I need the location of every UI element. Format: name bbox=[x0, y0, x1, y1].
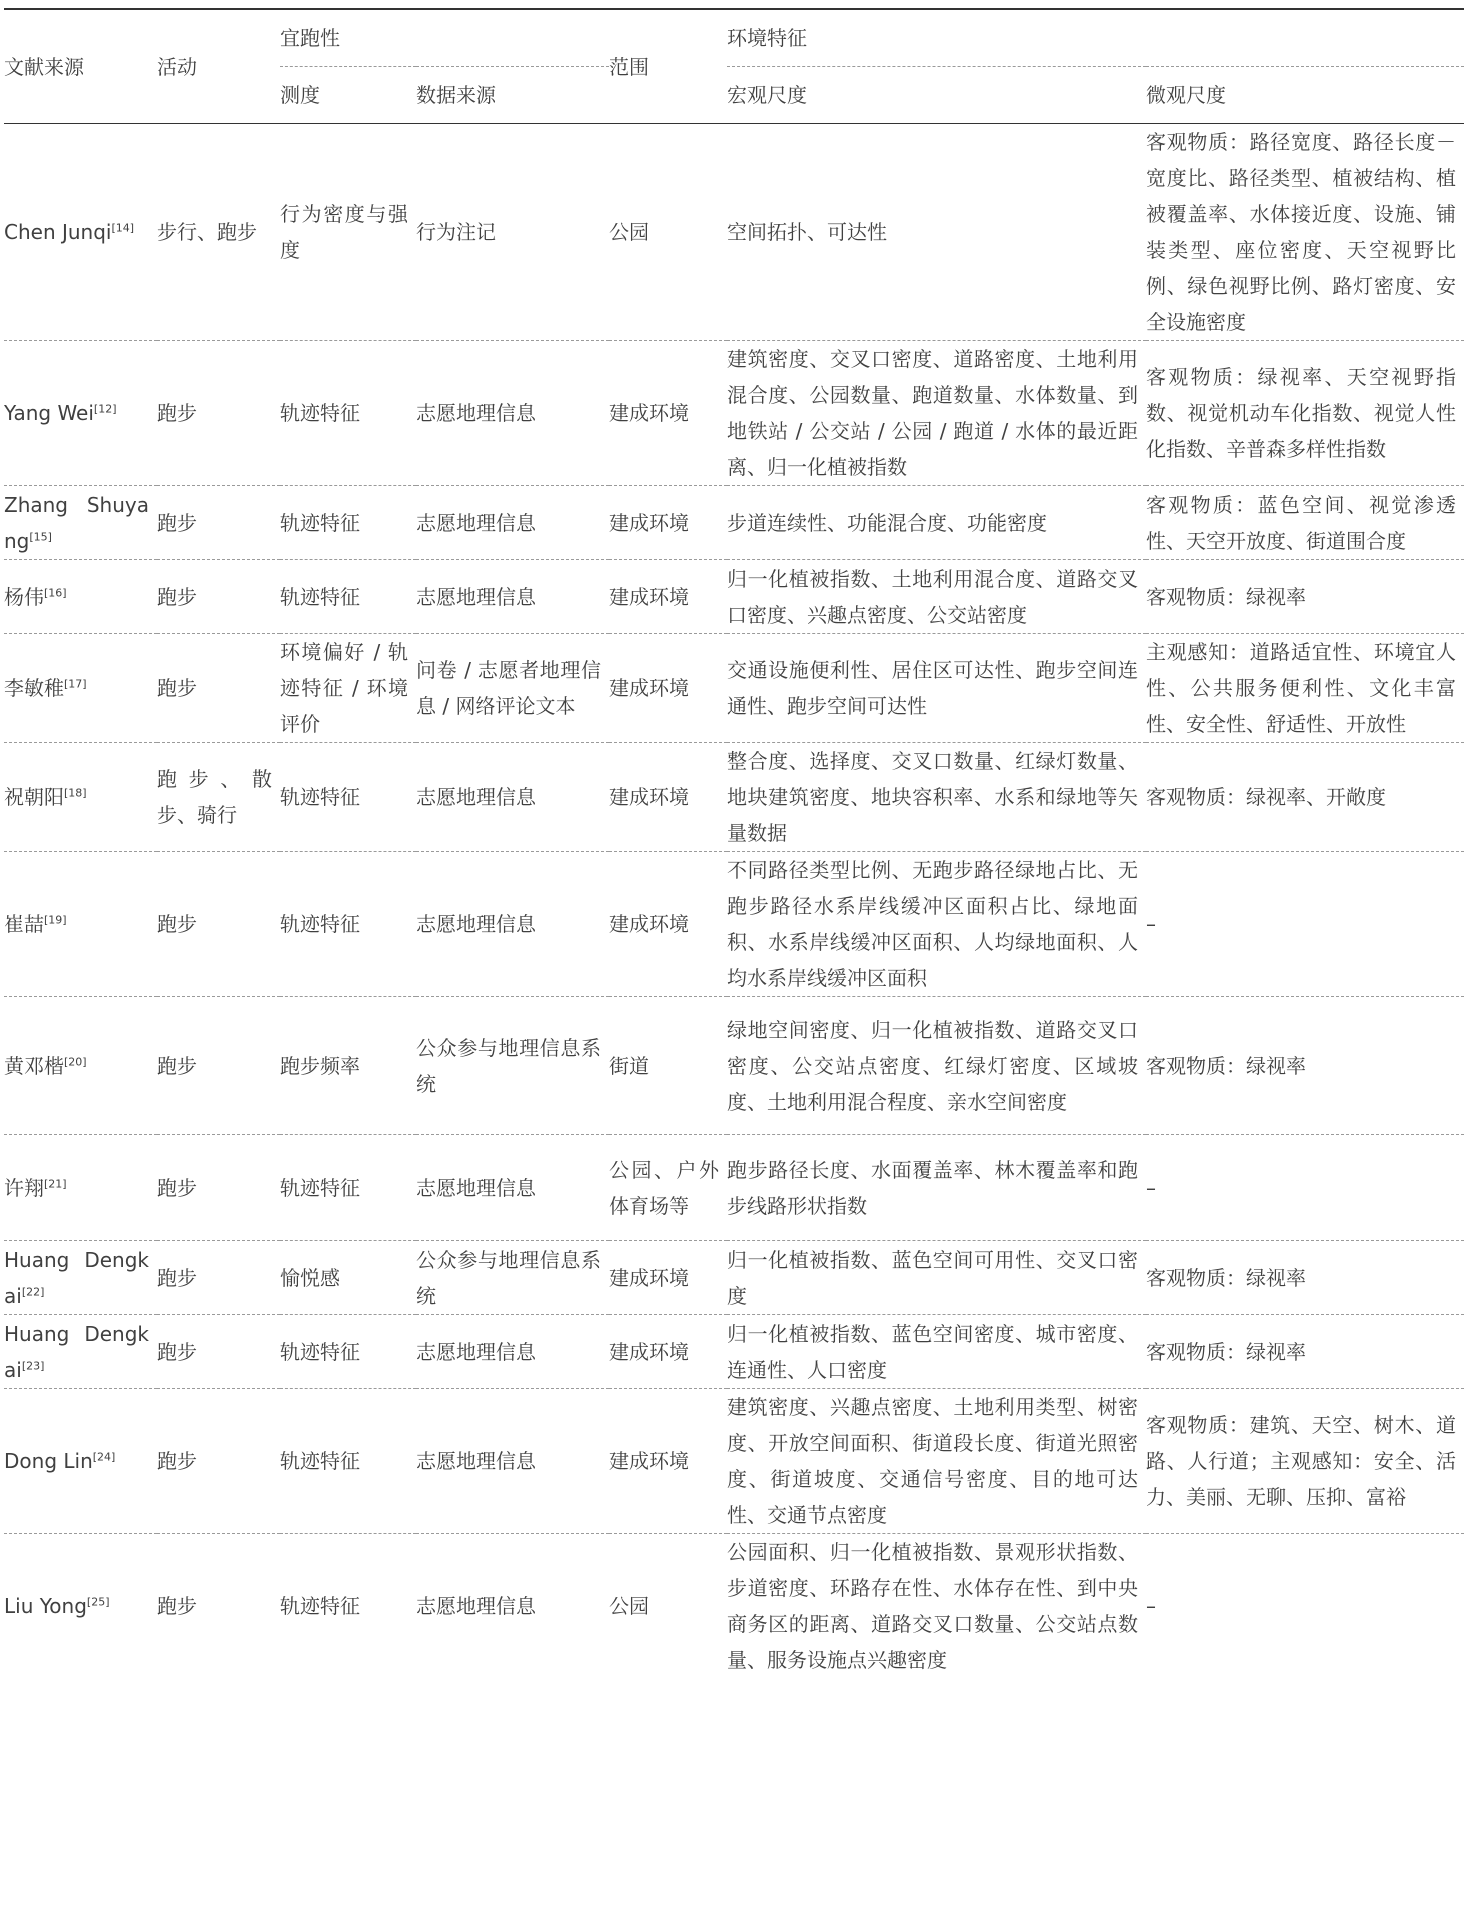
row-source-text: 黄邓楷 bbox=[4, 1053, 64, 1078]
row-macro-text: 建筑密度、交叉口密度、道路密度、土地利用混合度、公园数量、跑道数量、水体数量、到地铁站 / 公交站 / 公园 / 跑道 / 水体的最近距离、归一化植被指数 bbox=[727, 347, 1138, 479]
row-micro-text: – bbox=[1146, 912, 1156, 936]
row-data-source-text: 行为注记 bbox=[416, 220, 496, 244]
row-activity-text: 跑步 bbox=[157, 1053, 197, 1078]
row-activity-text: 跑步 bbox=[157, 1594, 197, 1618]
header-env-features: 环境特征 bbox=[727, 9, 1464, 67]
row-source-text: 杨伟 bbox=[4, 584, 44, 609]
row-macro-text: 跑步路径长度、水面覆盖率、林木覆盖率和跑步线路形状指数 bbox=[727, 1157, 1138, 1218]
row-micro-text: – bbox=[1146, 1594, 1156, 1618]
row-source bbox=[4, 560, 157, 634]
row-macro-text: 交通设施便利性、居住区可达性、跑步空间连通性、跑步空间可达性 bbox=[727, 658, 1138, 718]
row-data-source bbox=[416, 486, 609, 560]
row-micro-text: 客观物质：绿视率 bbox=[1146, 1265, 1306, 1290]
reference-number: [16] bbox=[44, 585, 67, 599]
row-micro bbox=[1146, 341, 1464, 486]
row-micro bbox=[1146, 634, 1464, 743]
table-row bbox=[4, 634, 1464, 743]
row-source bbox=[4, 341, 157, 486]
row-source-text: Liu Yong bbox=[4, 1594, 87, 1618]
row-source bbox=[4, 997, 157, 1135]
row-macro bbox=[727, 341, 1146, 486]
reference-number: [22] bbox=[21, 1284, 45, 1298]
row-macro-text: 空间拓扑、可达性 bbox=[727, 220, 887, 244]
row-data-source bbox=[416, 1135, 609, 1241]
row-scope-text: 建成环境 bbox=[609, 1449, 689, 1473]
row-micro bbox=[1146, 997, 1464, 1135]
row-source bbox=[4, 124, 157, 341]
row-source bbox=[4, 852, 157, 997]
row-scope bbox=[609, 743, 727, 852]
table-row bbox=[4, 743, 1464, 852]
reference-number: [21] bbox=[44, 1176, 67, 1190]
reference-number: [24] bbox=[92, 1450, 116, 1464]
row-data-source-text: 志愿地理信息 bbox=[416, 1339, 536, 1364]
row-data-source bbox=[416, 1534, 609, 1679]
table-header bbox=[4, 9, 1464, 124]
row-macro bbox=[727, 634, 1146, 743]
row-source bbox=[4, 1389, 157, 1534]
row-data-source-text: 志愿地理信息 bbox=[416, 401, 536, 425]
row-activity bbox=[157, 1534, 280, 1679]
table-row bbox=[4, 1135, 1464, 1241]
row-activity bbox=[157, 341, 280, 486]
row-macro-text: 整合度、选择度、交叉口数量、红绿灯数量、地块建筑密度、地块容积率、水系和绿地等矢量数据 bbox=[727, 749, 1138, 845]
table-row bbox=[4, 560, 1464, 634]
header-measure: 测度 bbox=[280, 83, 320, 107]
row-scope-text: 建成环境 bbox=[609, 584, 689, 609]
row-macro-text: 归一化植被指数、土地利用混合度、道路交叉口密度、兴趣点密度、公交站密度 bbox=[727, 566, 1138, 627]
row-data-source-text: 志愿地理信息 bbox=[416, 1175, 536, 1200]
row-measure bbox=[280, 560, 416, 634]
row-activity-text: 跑步 bbox=[157, 401, 197, 425]
row-scope bbox=[609, 997, 727, 1135]
table-row bbox=[4, 1315, 1464, 1389]
row-data-source-text: 志愿地理信息 bbox=[416, 912, 536, 936]
row-macro bbox=[727, 1389, 1146, 1534]
row-activity bbox=[157, 1135, 280, 1241]
row-micro-text: 客观物质：绿视率、开敞度 bbox=[1146, 785, 1386, 809]
row-scope-text: 建成环境 bbox=[609, 676, 689, 700]
row-micro bbox=[1146, 852, 1464, 997]
row-source-text: Zhang Shuyang bbox=[4, 492, 149, 553]
row-source bbox=[4, 634, 157, 743]
row-micro-text: – bbox=[1146, 1175, 1156, 1200]
row-data-source-text: 问卷 / 志愿者地理信息 / 网络评论文本 bbox=[416, 658, 601, 718]
row-activity bbox=[157, 852, 280, 997]
row-scope bbox=[609, 1241, 727, 1315]
row-micro bbox=[1146, 743, 1464, 852]
row-data-source-text: 公众参与地理信息系统 bbox=[416, 1247, 601, 1308]
row-measure bbox=[280, 1241, 416, 1315]
row-scope bbox=[609, 124, 727, 341]
row-measure-text: 轨迹特征 bbox=[280, 912, 360, 936]
row-macro-text: 不同路径类型比例、无跑步路径绿地占比、无跑步路径水系岸线缓冲区面积占比、绿地面积、水系岸线缓冲区面积、人均绿地面积、人均水系岸线缓冲区面积 bbox=[727, 858, 1138, 990]
row-measure-text: 环境偏好 / 轨迹特征 / 环境评价 bbox=[280, 640, 408, 736]
table-row bbox=[4, 852, 1464, 997]
row-measure bbox=[280, 743, 416, 852]
reference-number: [18] bbox=[64, 786, 87, 800]
row-scope bbox=[609, 486, 727, 560]
row-micro bbox=[1146, 1241, 1464, 1315]
row-measure-text: 轨迹特征 bbox=[280, 510, 360, 535]
row-macro bbox=[727, 852, 1146, 997]
row-scope-text: 建成环境 bbox=[609, 1339, 689, 1364]
literature-table bbox=[4, 8, 1464, 1678]
row-measure-text: 轨迹特征 bbox=[280, 785, 360, 809]
row-scope-text: 公园、户外体育场等 bbox=[609, 1157, 719, 1218]
row-data-source bbox=[416, 124, 609, 341]
row-data-source bbox=[416, 743, 609, 852]
row-measure bbox=[280, 486, 416, 560]
row-micro-text: 客观物质：绿视率、天空视野指数、视觉机动车化指数、视觉人性化指数、辛普森多样性指数 bbox=[1146, 365, 1456, 461]
header-scope: 范围 bbox=[609, 54, 649, 79]
row-macro bbox=[727, 1241, 1146, 1315]
row-activity-text: 跑步 bbox=[157, 584, 197, 609]
row-measure-text: 轨迹特征 bbox=[280, 1449, 360, 1473]
row-micro-text: 客观物质：建筑、天空、树木、道路、人行道；主观感知：安全、活力、美丽、无聊、压抑、富裕 bbox=[1146, 1413, 1456, 1509]
table-row bbox=[4, 124, 1464, 341]
row-activity bbox=[157, 743, 280, 852]
row-source bbox=[4, 1315, 157, 1389]
row-micro-text: 客观物质：绿视率 bbox=[1146, 1339, 1306, 1364]
row-scope bbox=[609, 341, 727, 486]
row-data-source bbox=[416, 997, 609, 1135]
row-scope-text: 建成环境 bbox=[609, 510, 689, 535]
row-micro bbox=[1146, 486, 1464, 560]
row-activity bbox=[157, 486, 280, 560]
row-measure-text: 愉悦感 bbox=[280, 1265, 340, 1290]
row-data-source-text: 志愿地理信息 bbox=[416, 785, 536, 809]
reference-number: [15] bbox=[29, 529, 52, 543]
row-data-source bbox=[416, 1241, 609, 1315]
row-scope-text: 建成环境 bbox=[609, 1265, 689, 1290]
table-row bbox=[4, 997, 1464, 1135]
row-source-text: Yang Wei bbox=[4, 401, 94, 425]
row-macro-text: 建筑密度、兴趣点密度、土地利用类型、树密度、开放空间面积、街道段长度、街道光照密度、街道坡度、交通信号密度、目的地可达性、交通节点密度 bbox=[727, 1395, 1138, 1527]
row-activity-text: 步行、跑步 bbox=[157, 220, 257, 244]
row-macro-text: 归一化植被指数、蓝色空间可用性、交叉口密度 bbox=[727, 1247, 1138, 1308]
row-scope bbox=[609, 1534, 727, 1679]
reference-number: [25] bbox=[86, 1595, 110, 1609]
row-measure bbox=[280, 852, 416, 997]
row-measure bbox=[280, 341, 416, 486]
table-row bbox=[4, 486, 1464, 560]
row-data-source bbox=[416, 1389, 609, 1534]
row-scope bbox=[609, 1135, 727, 1241]
row-micro bbox=[1146, 560, 1464, 634]
row-source-text: Huang Dengkai bbox=[4, 1321, 149, 1382]
row-source-text: Chen Junqi bbox=[4, 220, 112, 244]
row-measure-text: 轨迹特征 bbox=[280, 1594, 360, 1618]
row-macro bbox=[727, 1135, 1146, 1241]
reference-number: [17] bbox=[64, 677, 87, 691]
header-source: 文献来源 bbox=[4, 54, 84, 79]
row-activity-text: 跑步 bbox=[157, 1175, 197, 1200]
reference-number: [20] bbox=[64, 1054, 87, 1068]
reference-number: [19] bbox=[44, 913, 67, 927]
row-measure-text: 轨迹特征 bbox=[280, 401, 360, 425]
row-data-source bbox=[416, 560, 609, 634]
row-scope bbox=[609, 1389, 727, 1534]
row-measure-text: 轨迹特征 bbox=[280, 584, 360, 609]
row-data-source-text: 志愿地理信息 bbox=[416, 1449, 536, 1473]
row-data-source-text: 公众参与地理信息系统 bbox=[416, 1035, 601, 1096]
row-measure bbox=[280, 124, 416, 341]
row-source-text: 许翔 bbox=[4, 1175, 44, 1200]
row-data-source-text: 志愿地理信息 bbox=[416, 584, 536, 609]
row-source-text: 祝朝阳 bbox=[4, 785, 64, 809]
header-micro: 微观尺度 bbox=[1146, 83, 1226, 107]
row-measure-text: 轨迹特征 bbox=[280, 1339, 360, 1364]
row-measure bbox=[280, 1534, 416, 1679]
row-data-source-text: 志愿地理信息 bbox=[416, 510, 536, 535]
row-scope-text: 建成环境 bbox=[609, 912, 689, 936]
row-macro-text: 公园面积、归一化植被指数、景观形状指数、步道密度、环路存在性、水体存在性、到中央商务区的距离、道路交叉口数量、公交站点数量、服务设施点兴趣密度 bbox=[727, 1540, 1138, 1672]
reference-number: [12] bbox=[93, 402, 117, 416]
row-macro bbox=[727, 1534, 1146, 1679]
table-row bbox=[4, 1534, 1464, 1679]
row-activity-text: 跑步 bbox=[157, 1449, 197, 1473]
row-scope bbox=[609, 560, 727, 634]
row-macro-text: 归一化植被指数、蓝色空间密度、城市密度、连通性、人口密度 bbox=[727, 1321, 1138, 1382]
row-activity-text: 跑步 bbox=[157, 1339, 197, 1364]
row-measure-text: 行为密度与强度 bbox=[280, 202, 408, 262]
reference-number: [23] bbox=[21, 1358, 45, 1372]
row-source-text: 崔喆 bbox=[4, 912, 44, 936]
row-activity-text: 跑步 bbox=[157, 912, 197, 936]
table-row bbox=[4, 1389, 1464, 1534]
row-micro-text: 主观感知：道路适宜性、环境宜人性、公共服务便利性、文化丰富性、安全性、舒适性、开放性 bbox=[1146, 640, 1456, 736]
row-source bbox=[4, 1135, 157, 1241]
header-data-source: 数据来源 bbox=[416, 83, 496, 107]
row-micro-text: 客观物质：绿视率 bbox=[1146, 1053, 1306, 1078]
row-activity-text: 跑步、散步、骑行 bbox=[157, 767, 272, 827]
row-scope-text: 公园 bbox=[609, 1594, 649, 1618]
row-macro bbox=[727, 1315, 1146, 1389]
row-activity bbox=[157, 1389, 280, 1534]
row-measure bbox=[280, 1315, 416, 1389]
row-source-text: Dong Lin bbox=[4, 1449, 93, 1473]
row-micro bbox=[1146, 1389, 1464, 1534]
row-scope-text: 公园 bbox=[609, 220, 649, 244]
row-macro bbox=[727, 486, 1146, 560]
row-scope-text: 建成环境 bbox=[609, 401, 689, 425]
row-data-source bbox=[416, 1315, 609, 1389]
row-source bbox=[4, 1241, 157, 1315]
row-micro bbox=[1146, 1315, 1464, 1389]
row-activity bbox=[157, 634, 280, 743]
row-activity bbox=[157, 124, 280, 341]
row-activity bbox=[157, 997, 280, 1135]
row-scope-text: 建成环境 bbox=[609, 785, 689, 809]
row-measure bbox=[280, 1389, 416, 1534]
row-measure-text: 跑步频率 bbox=[280, 1053, 360, 1078]
row-activity bbox=[157, 1241, 280, 1315]
row-micro bbox=[1146, 1135, 1464, 1241]
row-activity-text: 跑步 bbox=[157, 676, 197, 700]
row-measure bbox=[280, 997, 416, 1135]
table-body bbox=[4, 124, 1464, 1679]
row-scope bbox=[609, 1315, 727, 1389]
row-activity-text: 跑步 bbox=[157, 510, 197, 535]
row-source bbox=[4, 1534, 157, 1679]
row-scope bbox=[609, 634, 727, 743]
row-activity bbox=[157, 1315, 280, 1389]
row-macro-text: 绿地空间密度、归一化植被指数、道路交叉口密度、公交站点密度、红绿灯密度、区域坡度、土地利用混合程度、亲水空间密度 bbox=[727, 1017, 1138, 1114]
row-macro bbox=[727, 560, 1146, 634]
table-row bbox=[4, 341, 1464, 486]
row-source bbox=[4, 743, 157, 852]
row-macro bbox=[727, 124, 1146, 341]
row-source-text: Huang Dengkai bbox=[4, 1247, 149, 1308]
row-micro-text: 客观物质：路径宽度、路径长度－宽度比、路径类型、植被结构、植被覆盖率、水体接近度、设施、铺装类型、座位密度、天空视野比例、绿色视野比例、路灯密度、安全设施密度 bbox=[1146, 130, 1456, 334]
row-data-source bbox=[416, 634, 609, 743]
row-micro bbox=[1146, 1534, 1464, 1679]
row-micro-text: 客观物质：蓝色空间、视觉渗透性、天空开放度、街道围合度 bbox=[1146, 492, 1456, 553]
header-runnability: 宜跑性 bbox=[280, 9, 609, 67]
row-scope-text: 街道 bbox=[609, 1053, 649, 1078]
reference-number: [14] bbox=[111, 221, 135, 235]
row-data-source-text: 志愿地理信息 bbox=[416, 1594, 536, 1618]
row-micro bbox=[1146, 124, 1464, 341]
row-measure bbox=[280, 634, 416, 743]
header-activity: 活动 bbox=[157, 54, 197, 79]
table-row bbox=[4, 1241, 1464, 1315]
row-scope bbox=[609, 852, 727, 997]
row-data-source bbox=[416, 852, 609, 997]
row-macro bbox=[727, 997, 1146, 1135]
row-activity bbox=[157, 560, 280, 634]
row-macro-text: 步道连续性、功能混合度、功能密度 bbox=[727, 510, 1047, 535]
row-micro-text: 客观物质：绿视率 bbox=[1146, 584, 1306, 609]
row-measure bbox=[280, 1135, 416, 1241]
header-macro: 宏观尺度 bbox=[727, 83, 807, 107]
row-data-source bbox=[416, 341, 609, 486]
row-macro bbox=[727, 743, 1146, 852]
row-activity-text: 跑步 bbox=[157, 1265, 197, 1290]
row-source-text: 李敏稚 bbox=[4, 676, 64, 700]
row-source bbox=[4, 486, 157, 560]
row-measure-text: 轨迹特征 bbox=[280, 1175, 360, 1200]
